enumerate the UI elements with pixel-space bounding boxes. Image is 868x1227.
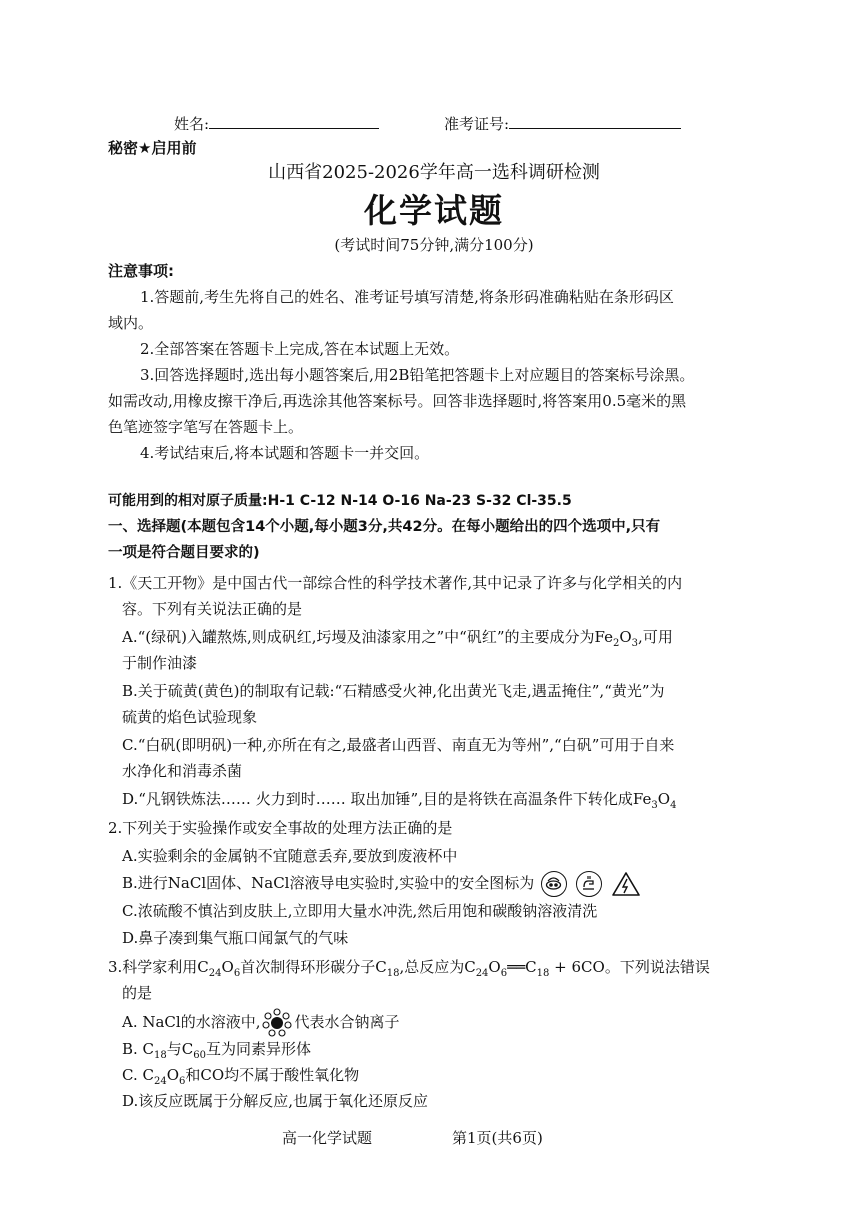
q3-stem-2: 的是 bbox=[122, 984, 153, 1002]
q1-d-text: D.“凡钢铁炼法…… 火力到时…… 取出加锤”,目的是将铁在高温条件下转化成Fe bbox=[122, 790, 652, 808]
time-note: (考试时间75分钟,满分100分) bbox=[334, 236, 534, 254]
hydrated-sodium-ion-icon bbox=[260, 1008, 294, 1038]
q3-o2: O bbox=[488, 958, 501, 976]
q1-option-a-line1 bbox=[122, 624, 673, 650]
electricity-icon bbox=[611, 871, 641, 897]
section1-line2: 一项是符合题目要求的) bbox=[108, 545, 260, 561]
q3-sub-24a: 24 bbox=[208, 968, 222, 979]
q1-d-sub1: 3 bbox=[651, 800, 658, 811]
q2-option-c: C.浓硫酸不慎沾到皮肤上,立即用大量水冲洗,然后用饱和碳酸钠溶液清洗 bbox=[122, 902, 598, 920]
q3-option-a bbox=[122, 1008, 400, 1038]
q3-a-post: 代表水合钠离子 bbox=[294, 1013, 400, 1031]
hand-wash-icon bbox=[576, 871, 602, 897]
q1-option-d bbox=[122, 786, 676, 812]
q3-option-b bbox=[122, 1036, 311, 1062]
atomic-masses: 可能用到的相对原子质量:H-1 C-12 N-14 O-16 Na-23 S-32 Cl-35.5 bbox=[108, 493, 572, 509]
exam-id-label: 准考证号: bbox=[444, 115, 510, 133]
notice-item-1a: 1.答题前,考生先将自己的姓名、准考证号填写清楚,将条形码准确粘贴在条形码区 bbox=[140, 288, 674, 306]
q3-c-sub2: 6 bbox=[179, 1076, 186, 1087]
q2-option-a: A.实验剩余的金属钠不宜随意丢弃,要放到废液杯中 bbox=[122, 847, 458, 865]
section1-line1: 一、选择题(本题包含14个小题,每小题3分,共42分。在每小题给出的四个选项中,只有 bbox=[108, 519, 661, 535]
q1-stem-2: 容。下列有关说法正确的是 bbox=[122, 600, 303, 618]
exam-title: 山西省2025-2026学年高一选科调研检测 bbox=[268, 162, 600, 183]
q3-c-o: O bbox=[166, 1066, 180, 1084]
q3-b-sub1: 18 bbox=[154, 1050, 167, 1061]
q3-sub-18b: 18 bbox=[536, 968, 550, 979]
q3-sub-24b: 24 bbox=[475, 968, 489, 979]
notice-item-3c: 色笔迹签字笔写在答题卡上。 bbox=[108, 418, 304, 436]
name-field bbox=[174, 110, 379, 137]
q3-c-sub1: 24 bbox=[153, 1076, 167, 1087]
q3-equation-arrow: ══C bbox=[507, 958, 537, 976]
q3-a-pre: A. NaCl的水溶液中, bbox=[122, 1013, 261, 1031]
notice-item-4: 4.考试结束后,将本试题和答题卡一并交回。 bbox=[140, 444, 430, 462]
q1-a-text: A.“(绿矾)入罐熬炼,则成矾红,圬墁及油漆家用之”中“矾红”的主要成分为Fe bbox=[122, 628, 613, 646]
q2-b-text: B.进行NaCl固体、NaCl溶液导电实验时,实验中的安全图标为 bbox=[122, 874, 535, 892]
notice-heading: 注意事项: bbox=[108, 262, 174, 280]
q1-d-sub2: 4 bbox=[670, 800, 677, 811]
notice-item-1b: 域内。 bbox=[108, 314, 154, 332]
q3-b-mid: 与C bbox=[166, 1040, 194, 1058]
q2-option-b bbox=[122, 870, 643, 897]
q1-option-c-line1: C.“白矾(即明矾)一种,亦所在有之,最盛者山西晋、南直无为等州”,“白矾”可用于自来 bbox=[122, 736, 675, 754]
q1-stem-1: 1.《天工开物》是中国古代一部综合性的科学技术著作,其中记录了许多与化学相关的内 bbox=[108, 574, 683, 592]
q2-option-d: D.鼻子凑到集气瓶口闻氯气的气味 bbox=[122, 929, 349, 947]
notice-item-3a: 3.回答选择题时,选出每小题答案后,用2B铅笔把答题卡上对应题目的答案标号涂黑。 bbox=[140, 366, 695, 384]
q3-b-post: 互为同素异形体 bbox=[206, 1040, 312, 1058]
name-blank[interactable] bbox=[209, 110, 379, 129]
q1-a-sub1: 2 bbox=[612, 638, 620, 649]
q3-option-c bbox=[122, 1062, 359, 1088]
q1-option-b-line2: 硫黄的焰色试验现象 bbox=[122, 708, 258, 726]
q3-sub-6b: 6 bbox=[500, 968, 508, 979]
q3-option-d: D.该反应既属于分解反应,也属于氧化还原反应 bbox=[122, 1092, 429, 1110]
q1-option-b-line1: B.关于硫黄(黄色)的制取有记载:“石精感受火神,化出黄光飞走,遇盂掩住”,“黄光”为 bbox=[122, 682, 665, 700]
footer-page-number: 第1页(共6页) bbox=[452, 1129, 543, 1147]
q1-d-mid: O bbox=[657, 790, 671, 808]
q3-stem-post: + 6CO。下列说法错误 bbox=[549, 958, 710, 976]
name-label: 姓名: bbox=[174, 115, 210, 133]
q3-stem-mid2: ,总反应为C bbox=[399, 958, 476, 976]
footer-subject: 高一化学试题 bbox=[282, 1129, 373, 1147]
q1-a-mid: O bbox=[619, 628, 632, 646]
q3-o1: O bbox=[221, 958, 234, 976]
q3-sub-6a: 6 bbox=[233, 968, 241, 979]
q1-a-post: ,可用 bbox=[638, 628, 673, 646]
q1-option-c-line2: 水净化和消毒杀菌 bbox=[122, 762, 243, 780]
q1-a-sub2: 3 bbox=[631, 638, 639, 649]
q3-b-sub2: 60 bbox=[193, 1050, 206, 1061]
q3-c-post: 和CO均不属于酸性氧化物 bbox=[185, 1066, 360, 1084]
notice-item-2: 2.全部答案在答题卡上完成,答在本试题上无效。 bbox=[140, 340, 460, 358]
q3-b-pre: B. C bbox=[122, 1040, 155, 1058]
secret-mark: 秘密★启用前 bbox=[108, 139, 197, 157]
q3-stem-1 bbox=[108, 954, 710, 980]
goggles-icon bbox=[541, 871, 567, 897]
q3-stem-pre: 3.科学家利用C bbox=[108, 958, 209, 976]
q3-c-pre: C. C bbox=[122, 1066, 154, 1084]
q2-stem: 2.下列关于实验操作或安全事故的处理方法正确的是 bbox=[108, 819, 453, 837]
notice-item-3b: 如需改动,用橡皮擦干净后,再选涂其他答案标号。回答非选择题时,将答案用0.5毫米的黑 bbox=[108, 392, 687, 410]
q3-stem-mid: 首次制得环形碳分子C bbox=[240, 958, 387, 976]
q1-option-a-line2: 于制作油漆 bbox=[122, 654, 198, 672]
q3-sub-18a: 18 bbox=[386, 968, 400, 979]
subject-title: 化学试题 bbox=[364, 191, 504, 230]
exam-id-field bbox=[444, 110, 681, 137]
exam-id-blank[interactable] bbox=[509, 110, 681, 129]
